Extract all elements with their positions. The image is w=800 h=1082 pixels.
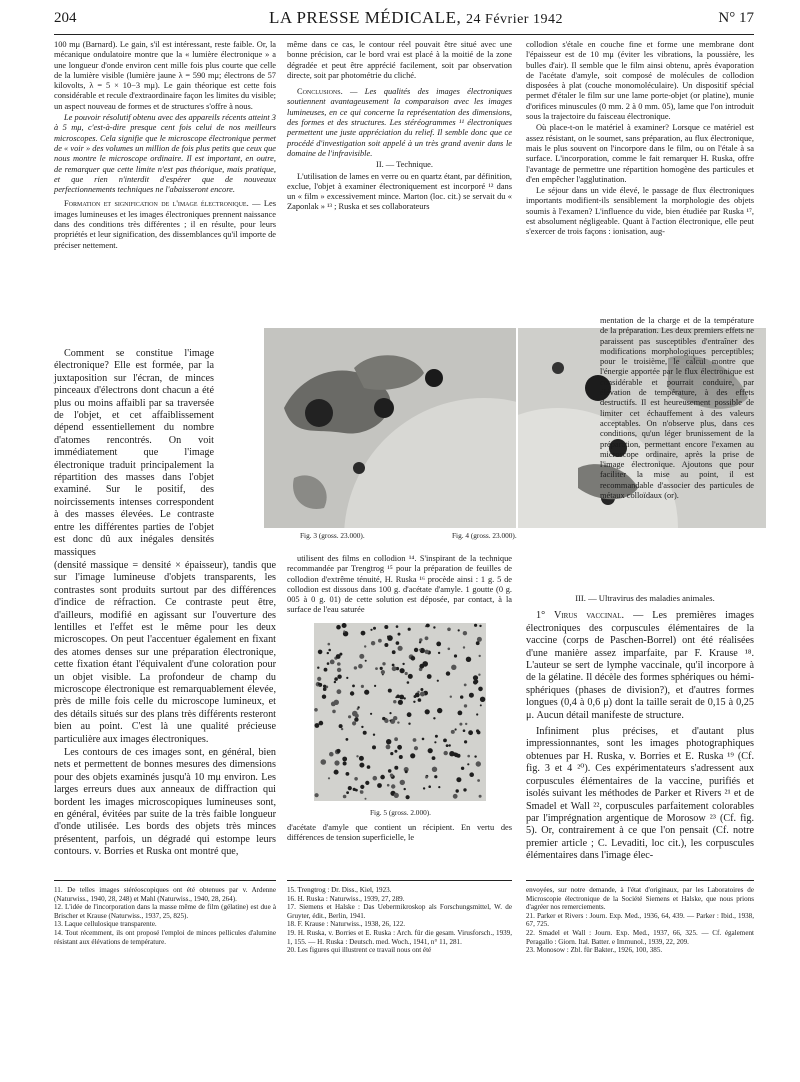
- paragraph: L'utilisation de lames en verre ou en quartz étant, par définition, exclue, l'objet à examiner électroniquement est incorporé ¹² dans un « film » excessivement mince. Marton (loc. cit.) se servait du « Zaponlak » ¹³ ; Ruska et ses collaborateurs: [287, 171, 512, 212]
- column-1-bottom: [54, 348, 276, 860]
- footnote: 23. Monosow : Zbl. für Bakter., 1926, 100, 385.: [526, 946, 663, 955]
- footnote: 17. Siemens et Halske : Das Uebermikroskop als Forschungsmittel, W. de Gruyter, édit., Berlin, 1941.: [287, 903, 512, 920]
- section-title: II. — Technique.: [376, 160, 433, 170]
- header-rule: [54, 34, 754, 35]
- paragraph: Le séjour dans un vide élevé, le passage de flux électroniques importants modifient-ils sensiblement la morphologie des objets soumis à l'examen? L'influence du vide, bien étudiée par Ruska ¹⁷, est absolument négligeable. Quant à l'action électronique, elle peut s'exercer de trois façons : ionisation, aug-: [526, 186, 754, 237]
- journal-title: [269, 8, 563, 28]
- figure-4-caption: Fig. 4 (gross. 23.000).: [452, 531, 517, 540]
- figure-5-image: [314, 623, 486, 801]
- footnote: 22. Smadel et Wall : Journ. Exp. Med., 1937, 66, 325. — Cf. également Peragallo : Giorn. Ital. Batter. e Immunol., 1939, 22, 209.: [526, 928, 754, 946]
- paragraph: (densité massique = densité × épaisseur), tandis que sur l'image lumineuse d'objets transparents, les contrastes sont produits surtout par des différences d'indice de réfraction. Ce contraste peut être, d'ailleurs, modifié en agissant sur l'ouverture des lentilles et l'effet est le même pour les deux microscopes. On peut l'accentuer également en fixant des atomes denses sur une préparation électronique, cette fixation étant l'équivalent d'une coloration pour un objet visible. La profondeur de champ du microscope électronique est remarquablement élevée, près de mille fois celle du microscope lumineux, et des détails situés sur des plans très différents resteront bien au point. C'est là une qualité précieuse particulière aux images électroniques.: [54, 559, 276, 745]
- paragraph: 100 mμ (Barnard). Le gain, s'il est intéressant, reste faible. Or, la mécanique ondulatoire montre que la « lumière électronique » a une longueur d'onde environ cent mille fois plus courte que celle de la lumière visible (lumière jaune λ = 590 mμ; électrons de 57 kilovolts, λ = 5 × 10−3 mμ). Le gain théorique est cette fois considérable et recule d'extraordinaire façon les limites du visible; un aspect nouveau de formes et de structures s'offre à nous.: [54, 40, 276, 111]
- column-2-bottom: [287, 823, 512, 845]
- footnote: 12. L'idée de l'incorporation dans la masse même de film (gélatine) est due à Brischer et Krause (Naturwiss., 1937, 25, 825).: [54, 903, 276, 920]
- paragraph: Les contours de ces images sont, en général, bien nets et permettent de bonnes mesures des dimensions pour des objets examinés jusqu'à 10 mμ environ. Les larges erreurs dues aux anneaux de diffraction qui bordent les images microscopiques lumineuses sont, en général, évitées par suite de la très faible longueur d'onde utilisée. Les bords des objets très minces présentent, parfois, un dégradé qui estompe leurs contours. v. Borries et Ruska ont montré que,: [54, 747, 276, 858]
- paragraph: [54, 199, 276, 250]
- footnote-rule: [54, 880, 276, 881]
- journal-name: LA PRESSE MÉDICALE,: [269, 8, 462, 27]
- footnote-rule: [287, 880, 512, 881]
- section-heading: Conclusions.: [297, 87, 343, 97]
- paragraph: [526, 610, 754, 722]
- paragraph: mentation de la charge et de la température de la préparation. Les deux premiers effets ne paraissent pas susceptibles d'entraîner des modifications morphologiques perceptibles; pour le troisième, le calcul montre que l'énergie apportée par le flux électronique est considérable et pourrait conduire, par élévation de température, à des effets destructifs. Il est heureusement possible de limiter cet échauffement à des valeurs acceptables. On n'observe plus, dans ces conditions, qu'un léger brunissement de la préparation, permettant encore l'examen au microscope ordinaire, après la prise de l'image électronique. Ajoutons que pour faciliter la mise au point, il est recommandable d'associer des particules de métaux colloïdaux (or).: [600, 316, 754, 501]
- column-3-bottom: [526, 592, 754, 864]
- footnote: 13. Laque cellulosique transparente.: [54, 920, 157, 929]
- column-2-middle: [287, 554, 512, 617]
- paragraph: Le pouvoir résolutif obtenu avec des appareils récents atteint 3 à 5 mμ, c'est-à-dire presque cent fois celui de nos meilleurs microscopes. Cela signifie que le microscope électronique permet de « voir » des volumes un million de fois plus petits que ceux que nous montre le microscope ordinaire. Il est important, en outre, de remarquer que cette limite n'est pas théorique, mais pratique, et que rien n'interdit d'espérer que de nouveaux perfectionnements techniques ne l'abaisseront encore.: [54, 113, 276, 195]
- footnotes-middle: [287, 886, 512, 955]
- footnote: 14. Tout récemment, ils ont proposé l'emploi de minces pellicules d'alumine résistant aux élévations de température.: [54, 928, 276, 946]
- paragraph: d'acétate d'amyle que contient un récipient. En vertu des différences de tension superficielle, le: [287, 823, 512, 843]
- column-3-top: [526, 40, 754, 239]
- paragraph: Où place-t-on le matériel à examiner? Lorsque ce matériel est assez résistant, on le soumet, sans préparation, au flux électronique, mais le plus souvent on l'incorpore dans le film, ou on l'étale à sa surface. L'incorporation, comme le fait remarquer H. Ruska, offre l'avantage de permettre une répartition homogène des particules et d'en empêcher l'agglutination.: [526, 123, 754, 184]
- micrograph-fig3: [264, 328, 516, 528]
- footnotes-right: [526, 886, 754, 955]
- footnote: 20. Les figures qui illustrent ce travail nous ont été: [287, 946, 432, 955]
- paragraph: Comment se constitue l'image électronique? Elle est formée, par la juxtaposition sur l'écran, de minces pinceaux d'électrons dont chacun a été plus ou moins affaibli par sa traversée de l'objet, et cet affaiblissement dépend essentiellement du nombre d'atomes rencontrés. On voit immédiatement que l'image électronique traduit principalement la répartition des masses dans l'objet examiné. Sur le positif, des noircissements intenses correspondent à des masses élevées. Le contraste entre les différentes parties de l'objet est donc dû aux inégales densités massiques: [54, 348, 214, 558]
- footnote: 15. Trengtrog : Dr. Diss., Kiel, 1923.: [287, 886, 392, 894]
- column-3-wrapped: [600, 316, 754, 502]
- paragraph: [287, 87, 512, 159]
- paragraph-text: — Les images lumineuses et les images électroniques prennent naissance dans des conditions très différentes ; il en résulte, pour leurs propriétés et leur signification, des dissemblances qu'il importe de préciser nettement.: [54, 199, 276, 250]
- column-1-top: [54, 40, 276, 252]
- wrapped-text: [54, 348, 214, 559]
- page-number: 204: [54, 10, 77, 26]
- footnote: 21. Parker et Rivers : Journ. Exp. Med., 1936, 64, 439. — Parker : Ibid., 1938, 67, 725.: [526, 911, 754, 929]
- footnote: 11. De telles images stéréoscopiques ont été obtenues par v. Ardenne (Naturwiss., 1940, 28, 248) et Mahl (Naturwiss., 1940, 28, 264).: [54, 886, 276, 903]
- figure-3-caption: Fig. 3 (gross. 23.000).: [300, 531, 365, 540]
- figure-5-caption: Fig. 5 (gross. 2.000).: [370, 808, 432, 817]
- paragraph: collodion s'étale en couche fine et forme une membrane dont l'épaisseur est de 10 mμ (éviter les vibrations, la poussière, les bulles d'air). Il semble que le film ainsi obtenu, après évaporation de l'acétate d'amyle, soit composé de molécules de collodion disposées à plat (couche monomoléculaire). Un dispositif spécial permet d'étaler le film sur une lame porte-objet (or platine), munie d'orifices minuscules (0 mm. 2 à 0 mm. 05), lame que l'on introduit sous la trajectoire du faisceau électronique.: [526, 40, 754, 122]
- micrograph-fig5: [314, 623, 486, 801]
- paragraph: même dans ce cas, le contour réel pouvait être situé avec une bonne précision, car le bord vrai est placé à la moitié de la zone dégradée et peut être apprécié facilement, soit par observation directe, soit par photométrie du cliché.: [287, 40, 512, 80]
- footnote: envoyées, sur notre demande, à l'état d'originaux, par les Laboratoires de Microscopie électronique de la Société Siemens et Halske, que nous prions d'agréer nos remerciements.: [526, 886, 754, 912]
- issue-date: 24 Février 1942: [466, 12, 563, 27]
- footnote: 16. H. Ruska : Naturwiss., 1939, 27, 289.: [287, 894, 405, 903]
- section-title: III. — Ultravirus des maladies animales.: [575, 593, 715, 603]
- footnote-rule: [526, 880, 754, 881]
- page-header: [54, 8, 754, 30]
- footnotes-left: [54, 886, 276, 946]
- paragraph-text: — Les qualités des images électroniques soutiennent avantageusement la comparaison avec les images lumineuses, en ce qui concerne la représentation des dimensions, des formes et des structures. Les stéréogrammes ¹¹ électroniques permettent une juste appréciation du relief. Il semble donc que ce procédé d'investigation soit appelé à un très grand avenir dans le domaine de l'infravisible.: [287, 87, 512, 158]
- issue-number: N° 17: [718, 10, 754, 26]
- column-2-top: [287, 40, 512, 214]
- footnote: 19. H. Ruska, v. Borries et E. Ruska : Arch. für die gesam. Virusforsch., 1939, 1, 155. — H. Ruska : Deutsch. med. Woch., 1941, n° 11, 281.: [287, 928, 512, 946]
- section-heading: Formation et signification de l'image électronique.: [64, 199, 249, 209]
- figure-3-image: [264, 328, 516, 528]
- paragraph: utilisent des films en collodion ¹⁴. S'inspirant de la technique recommandée par Trengtrog ¹⁵ pour la préparation de feuilles de collodion d'extrême ténuité, H. Ruska ¹⁶ procède ainsi : 1 g. 5 de collodion est dissous dans 100 g. d'acétate d'amyle. 1 goutte (0 g. 005 à 0 g. 01) de cette solution est déposée, par contact, à la surface de l'eau saturée: [287, 554, 512, 615]
- paragraph-text: — Les premières images électroniques des corpuscules élémentaires de la vaccine (corps de Paschen-Borrel) ont été réalisées d'une manière assez imparfaite, par F. Krause ¹⁸. L'auteur se sert de lymphe vaccinale, qu'il incorpore à de la gélatine. Il décèle des formes sphériques ou hémi-sphériques (phases de division?), et d'autres formes longues (0,4 à 0,6 μ) dont la taille serait de 0,15 à 0,25 μ. Aucun détail manifeste de structure.: [526, 610, 754, 721]
- section-heading: 1° Virus vaccinal.: [536, 610, 625, 622]
- footnote: 18. F. Krause : Naturwiss., 1938, 26, 122.: [287, 920, 406, 929]
- paragraph: Infiniment plus précises, et d'autant plus impressionnantes, sont les images photographiques obtenues par H. Ruska, v. Borries et E. Ruska ¹⁹ (Cf. fig. 3 et 4 ²⁰). Ces expérimentateurs s'adressent aux corpuscules élémentaires de la vaccine, purifiés et isolés suivant les méthodes de Parker et Rivers ²¹ et de Smadel et Wall ²², corpuscules parfaitement colorables par l'imprégnation argentique de Morosow ²³ (Cf. fig. 5). Or, contrairement à ce que l'on pensait (Cf. notre premier article ; C. Levaditi, loc cit.), les corpuscules élémentaires dans l'image élec-: [526, 726, 754, 862]
